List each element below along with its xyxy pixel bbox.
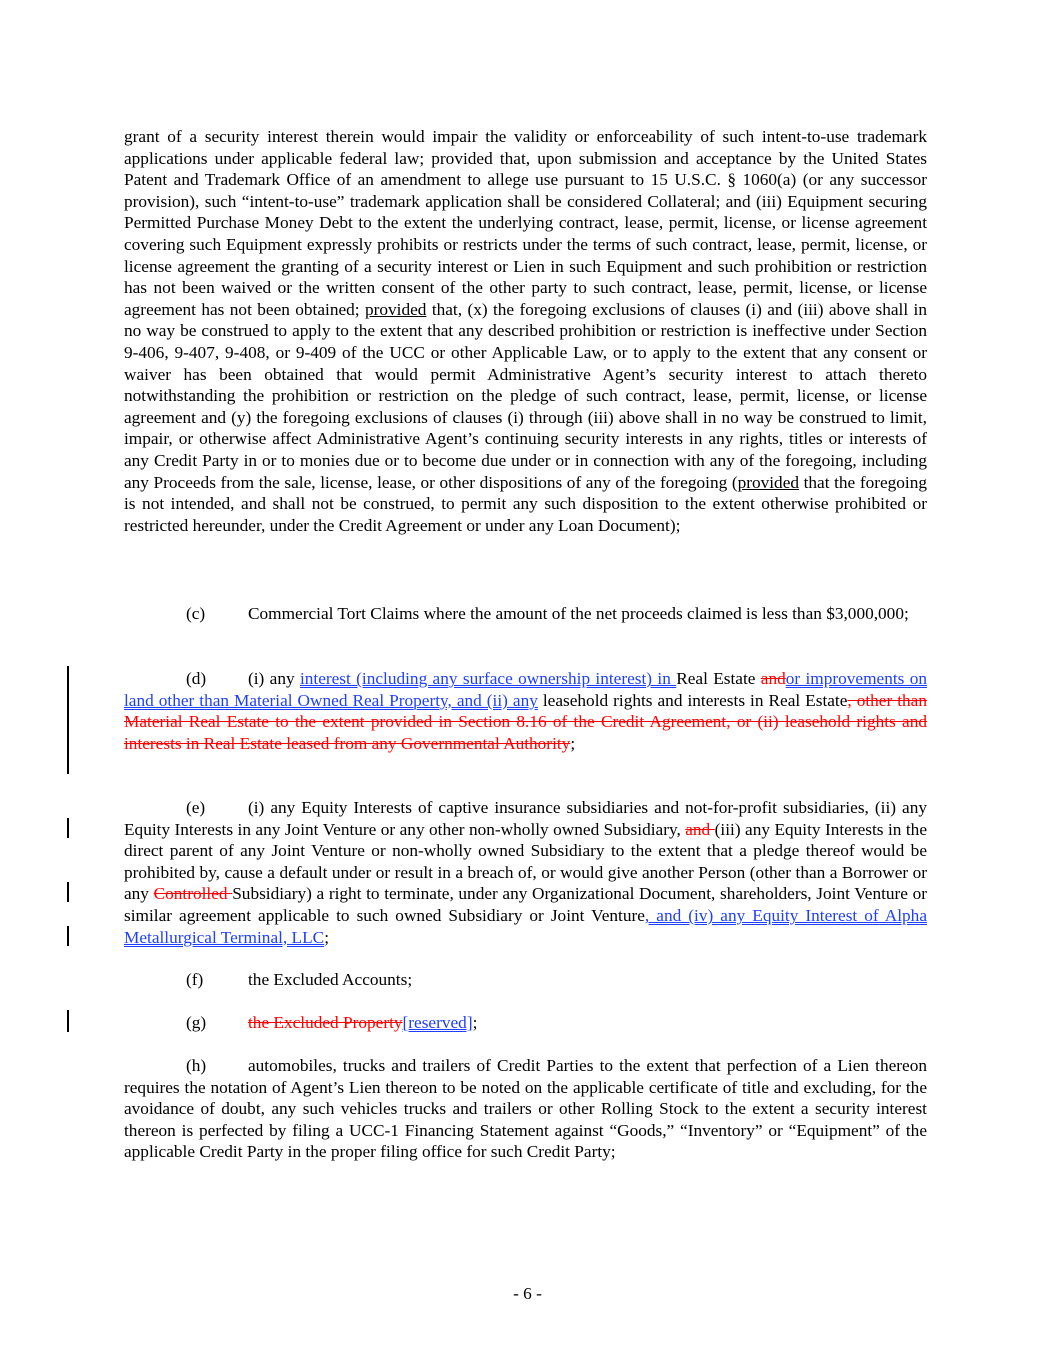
text-run: that the foregoing is not intended, and shall not be construed, to permit any such disposition to the extent otherwise prohibited or restricted hereunder, under the Credit Agreement or under any Loan Document); xyxy=(124,472,928,535)
deleted-text: and xyxy=(760,669,786,688)
deleted-text: , other than Material Real Estate to the extent provided in Section 8.16 of the Credit Agreement, or (ii) leasehold rights and interests in Real Estate leased from any Governmental Authority xyxy=(124,690,927,753)
clause-label: (f) xyxy=(186,970,204,989)
clause-label: (g) xyxy=(186,1013,207,1032)
text-run: (i) any Equity Interests of captive insurance subsidiaries and not-for-profit subsidiaries, (ii) any Equity Interests in any Joint Venture or any other non-wholly owned Subsidiary, xyxy=(124,798,927,839)
underlined-provided: provided xyxy=(737,472,800,492)
text-run: that, (x) the foregoing exclusions of clauses (i) and (iii) above shall in no way be construed to apply to the extent that any described prohibition or restriction is ineffective under Section 9-406, 9-407, 9-408, or 9-409 of the UCC or other Applicable Law, or to apply to the extent that any consent or waiver has been obtained that would permit Administrative Agent’s security interest to attach thereto notwithstanding the prohibition or restriction on the pledge of such contract, lease, permit, license, or license agreement and (y) the foregoing exclusions of clauses (i) through (iii) above shall in no way be construed to limit, impair, or otherwise affect Administrative Agent’s continuing security interests in any rights, titles or interests of any Credit Party in or to monies due or to become due under or in connection with any of the foregoing, including any Proceeds from the sale, license, lease, or other dispositions of any of the foregoing ( xyxy=(124,299,927,492)
text-run: ; xyxy=(472,1013,478,1032)
inserted-text: or improvements on land other than Material Owned Real Property, and (ii) any xyxy=(124,669,927,710)
clause-h xyxy=(124,1055,927,1163)
change-bar xyxy=(67,818,69,838)
text-run: leasehold rights and interests in Real Estate xyxy=(537,690,848,710)
clause-d xyxy=(124,668,927,754)
deleted-text: and xyxy=(685,819,715,839)
deleted-text: the Excluded Property xyxy=(248,1013,403,1032)
clause-f xyxy=(124,969,927,991)
inserted-text: [reserved] xyxy=(402,1013,473,1032)
clause-g xyxy=(124,1012,927,1034)
change-bar xyxy=(67,882,69,902)
clause-label: (c) xyxy=(186,604,206,623)
inserted-text: , and (iv) any Equity Interest of Alpha Metallurgical Terminal, LLC xyxy=(124,905,927,947)
text-run: Real Estate xyxy=(676,669,761,688)
clause-e xyxy=(124,797,927,948)
clause-label: (h) xyxy=(186,1056,207,1075)
change-bar xyxy=(67,926,69,946)
text-run: Subsidiary) a right to terminate, under any Organizational Document, shareholders, Joint Venture or similar agreement applicable to such owned Subsidiary or Joint Venture xyxy=(124,884,927,925)
text-run: (i) any xyxy=(248,669,300,688)
text-run: ; xyxy=(570,733,576,753)
change-bar xyxy=(67,666,69,774)
text-run: (iii) any Equity Interests in the direct parent of any Joint Venture or non-wholly owned Subsidiary to the extent that a pledge thereof would be prohibited by, cause a default under or result in a breach of, or would give another Person (other than a Borrower or any xyxy=(124,819,927,904)
underlined-provided: provided xyxy=(364,299,427,319)
inserted-text: interest (including any surface ownership interest) in xyxy=(299,669,677,688)
clause-label: (e) xyxy=(186,798,206,817)
deleted-text: Controlled xyxy=(153,884,233,904)
page-number: - 6 - xyxy=(513,1284,542,1303)
clause-label: (d) xyxy=(186,669,207,688)
text-run: grant of a security interest therein would impair the validity or enforceability of such intent-to-use trademark applications under applicable federal law; provided that, upon submission and acceptance by the United States Patent and Trademark Office of an amendment to allege use pursuant to 15 U.S.C. § 1060(a) (or any successor provision), such “intent-to-use” trademark application shall be considered Collateral; and (iii) Equipment securing Permitted Purchase Money Debt to the extent the underlying contract, lease, permit, license, or license agreement covering such Equipment expressly prohibits or restricts under the terms of such contract, lease, permit, license, or license agreement the granting of a security interest or Lien in such Equipment and such prohibition or restriction has not been waived or the written consent of the other party to such contract, lease, permit, license, or license agreement has not been obtained; xyxy=(124,127,927,319)
clause-text: Commercial Tort Claims where the amount of the net proceeds claimed is less than $3,000,000; xyxy=(248,604,909,623)
clause-text: automobiles, trucks and trailers of Credit Parties to the extent that perfection of a Lien thereon requires the notation of Agent’s Lien thereon to be noted on the applicable certificate of title and excluding, for the avoidance of doubt, any such vehicles trucks and trailers or other Rolling Stock to the extent a security interest thereon is perfected by filing a UCC-1 Financing Statement against “Goods,” “Inventory” or “Equipment” of the applicable Credit Party in the proper filing office for such Credit Party; xyxy=(124,1056,927,1162)
text-run: ; xyxy=(324,927,330,947)
paragraph-intro xyxy=(124,126,927,536)
change-bar xyxy=(67,1010,69,1032)
clause-text: the Excluded Accounts; xyxy=(248,970,413,989)
clause-c xyxy=(124,603,927,625)
